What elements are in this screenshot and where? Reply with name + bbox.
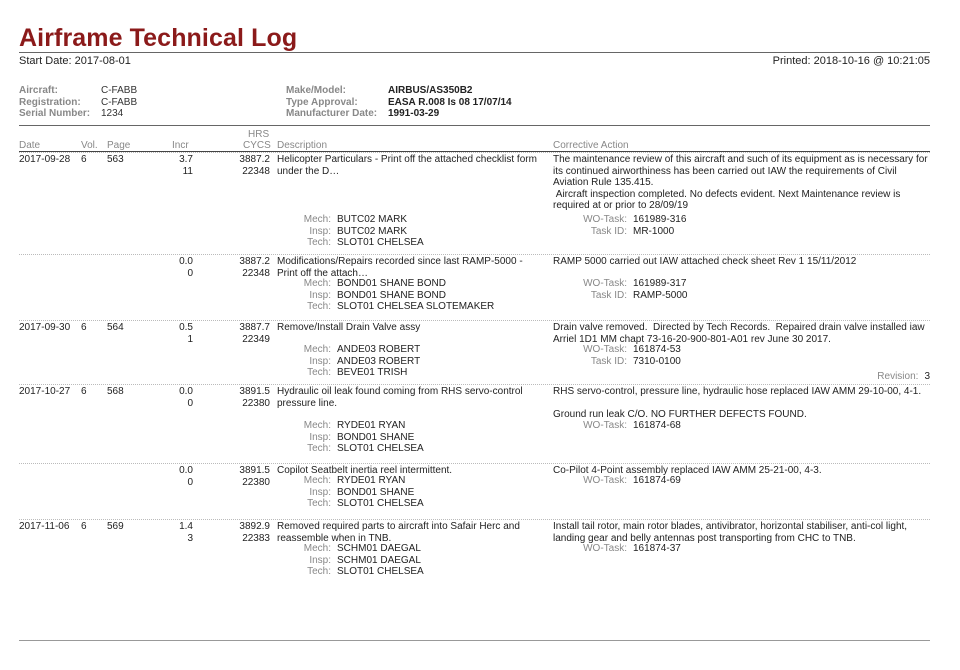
insp-label: Insp:	[309, 289, 331, 301]
entry-incr	[155, 322, 193, 345]
mech-value: SCHM01 DAEGAL	[337, 543, 421, 554]
entry-description: Removed required parts to aircraft into Safair Herc and reassemble when in TNB.	[277, 521, 523, 544]
wo-task-label: WO-Task:	[583, 543, 627, 554]
wo-task-value: 161989-317	[633, 278, 687, 289]
mech-label: Mech:	[303, 543, 331, 554]
mech-value: RYDE01 RYAN	[337, 475, 406, 486]
report-title: Airframe Technical Log	[19, 24, 298, 52]
col-header-description: Description	[277, 140, 328, 151]
wo-task-label: WO-Task:	[583, 344, 627, 355]
total-hrs: 3892.9	[239, 521, 270, 532]
signatures	[277, 214, 539, 249]
tech-label: Tech:	[307, 498, 331, 509]
entry-corrective-action: The maintenance review of this aircraft and such of its equipment as is necessary for its continued airworthiness has been carried out IAW the requirements of Civil Aviation Rule 135.415. Aircraft inspection completed. No defects evident. Next Maintenance review is required at or prior to 28/09/19	[553, 154, 928, 211]
entry-totals	[227, 322, 270, 345]
entry-corrective-action: RAMP 5000 carried out IAW attached check sheet Rev 1 15/11/2012	[553, 256, 857, 267]
col-header-page: Page	[107, 140, 131, 151]
total-hrs: 3887.2	[239, 154, 270, 165]
manufacturer-date-label: Manufacturer Date:	[286, 108, 378, 119]
task-id-value: MR-1000	[633, 225, 675, 237]
total-cycs: 22380	[242, 397, 270, 409]
tech-value: SLOT01 CHELSEA SLOTEMAKER	[337, 301, 495, 312]
wo-task-value: 161989-316	[633, 214, 687, 225]
signatures	[277, 475, 539, 510]
incr-cycs: 0	[187, 397, 193, 409]
mech-label: Mech:	[303, 420, 331, 431]
wo-task-value: 161874-68	[633, 420, 681, 431]
aircraft-label: Aircraft:	[19, 85, 58, 96]
signatures	[277, 344, 539, 379]
incr-hrs: 0.0	[179, 386, 193, 397]
task-id-value: 7310-0100	[633, 355, 681, 367]
incr-hrs: 0.0	[179, 256, 193, 267]
entry-totals	[227, 386, 270, 409]
entry-vol: 6	[81, 154, 87, 165]
tech-value: BEVE01 TRISH	[337, 367, 408, 378]
incr-cycs: 1	[187, 333, 193, 345]
total-cycs: 22348	[242, 267, 270, 279]
entry-corrective-action: Drain valve removed. Directed by Tech Records. Repaired drain valve installed iaw Arriel 1D1 MM chapt 73-16-20-900-801-A01 rev June 30 2017.	[553, 322, 927, 345]
entry-corrective-action: RHS servo-control, pressure line, hydraulic hose replaced IAW AMM 29-10-00, 4-1. Ground run leak C/O. NO FURTHER DEFECTS FOUND.	[553, 386, 922, 420]
revision	[877, 371, 930, 382]
serial-number-label: Serial Number:	[19, 108, 91, 119]
entry-separator	[19, 519, 930, 520]
entry-date: 2017-09-30	[19, 322, 71, 333]
mech-label: Mech:	[303, 475, 331, 486]
total-cycs: 22349	[242, 333, 270, 345]
work-order	[553, 278, 931, 301]
entry-vol: 6	[81, 521, 87, 532]
work-order	[553, 475, 931, 487]
signatures	[277, 278, 539, 313]
total-cycs: 22348	[242, 165, 270, 177]
entry-page: 568	[107, 386, 124, 397]
incr-cycs: 0	[187, 267, 193, 279]
entry-incr	[155, 256, 193, 279]
incr-hrs: 3.7	[179, 154, 193, 165]
tech-label: Tech:	[307, 443, 331, 454]
entry-page: 569	[107, 521, 124, 532]
col-header-vol: Vol.	[81, 140, 98, 151]
insp-value: BUTC02 MARK	[337, 225, 408, 237]
total-hrs: 3887.2	[239, 256, 270, 267]
insp-value: BOND01 SHANE	[337, 486, 415, 498]
printed-timestamp: Printed: 2018-10-16 @ 10:21:05	[772, 55, 930, 67]
incr-hrs: 0.5	[179, 322, 193, 333]
type-approval-label: Type Approval:	[286, 96, 358, 108]
entry-separator	[19, 463, 930, 464]
manufacturer-date-value: 1991-03-29	[388, 108, 440, 119]
insp-label: Insp:	[309, 486, 331, 498]
total-hrs: 3891.5	[239, 386, 270, 397]
revision-value: 3	[924, 371, 930, 382]
tech-label: Tech:	[307, 566, 331, 577]
entry-description: Hydraulic oil leak found coming from RHS servo-control pressure line.	[277, 386, 526, 409]
entry-description: Modifications/Repairs recorded since last RAMP-5000 - Print off the attach…	[277, 256, 526, 279]
tech-value: SLOT01 CHELSEA	[337, 498, 424, 509]
insp-label: Insp:	[309, 554, 331, 566]
insp-value: BOND01 SHANE	[337, 431, 415, 443]
col-header-cycs: CYCS	[243, 140, 271, 151]
entry-date: 2017-10-27	[19, 386, 71, 397]
aircraft-info	[19, 85, 137, 120]
title-divider	[19, 52, 930, 53]
work-order	[553, 344, 931, 367]
insp-value: SCHM01 DAEGAL	[337, 554, 421, 566]
tech-value: SLOT01 CHELSEA	[337, 566, 424, 577]
tech-label: Tech:	[307, 301, 331, 312]
entry-incr	[155, 521, 193, 544]
total-cycs: 22380	[242, 476, 270, 488]
tech-label: Tech:	[307, 237, 331, 248]
signatures	[277, 543, 539, 578]
make-model-value: AIRBUS/AS350B2	[388, 85, 473, 96]
mech-label: Mech:	[303, 278, 331, 289]
entry-incr	[155, 465, 193, 488]
type-approval-value: EASA R.008 Is 08 17/07/14	[388, 96, 512, 108]
wo-task-label: WO-Task:	[583, 420, 627, 431]
entry-separator	[19, 254, 930, 255]
revision-label: Revision:	[877, 371, 919, 382]
entry-corrective-action: Install tail rotor, main rotor blades, antivibrator, horizontal stabiliser, anti-col light, landing gear and belly antennas post transporting from CHC to TNB.	[553, 521, 910, 544]
total-cycs: 22383	[242, 532, 270, 544]
entry-description: Remove/Install Drain Valve assy	[277, 322, 421, 333]
entry-separator	[19, 152, 930, 153]
entry-totals	[227, 465, 270, 488]
work-order	[553, 214, 931, 237]
signatures	[277, 420, 539, 455]
entry-separator	[19, 320, 930, 321]
tech-value: SLOT01 CHELSEA	[337, 443, 424, 454]
wo-task-value: 161874-37	[633, 543, 681, 554]
total-hrs: 3891.5	[239, 465, 270, 476]
entry-page: 564	[107, 322, 124, 333]
start-date: Start Date: 2017-08-01	[19, 55, 131, 67]
mech-value: BOND01 SHANE BOND	[337, 278, 446, 289]
footer-divider	[19, 640, 930, 641]
entry-corrective-action: Co-Pilot 4-Point assembly replaced IAW AMM 25-21-00, 4-3.	[553, 465, 822, 476]
incr-cycs: 0	[187, 476, 193, 488]
col-header-hrs: HRS	[248, 129, 270, 140]
work-order	[553, 543, 931, 555]
col-header-date: Date	[19, 140, 41, 151]
wo-task-label: WO-Task:	[583, 278, 627, 289]
wo-task-value: 161874-69	[633, 475, 681, 486]
insp-label: Insp:	[309, 355, 331, 367]
wo-task-value: 161874-53	[633, 344, 681, 355]
entry-totals	[227, 521, 270, 544]
col-header-corrective-action: Corrective Action	[553, 140, 629, 151]
mech-label: Mech:	[303, 344, 331, 355]
entry-date: 2017-09-28	[19, 154, 71, 165]
make-model-label: Make/Model:	[286, 85, 347, 96]
col-header-incr: Incr	[172, 140, 189, 151]
entry-separator	[19, 384, 930, 385]
mech-value: BUTC02 MARK	[337, 214, 408, 225]
tech-value: SLOT01 CHELSEA	[337, 237, 424, 248]
registration-value: C-FABB	[101, 96, 138, 108]
entry-incr	[155, 386, 193, 409]
entry-description: Helicopter Particulars - Print off the attached checklist form under the D…	[277, 154, 540, 177]
aircraft-value: C-FABB	[101, 85, 138, 96]
entry-incr	[155, 154, 193, 177]
entry-page: 563	[107, 154, 124, 165]
incr-cycs: 3	[187, 532, 193, 544]
insp-value: BOND01 SHANE BOND	[337, 289, 446, 301]
entry-vol: 6	[81, 322, 87, 333]
header-divider	[19, 125, 930, 126]
entry-date: 2017-11-06	[19, 521, 70, 532]
mech-value: ANDE03 ROBERT	[337, 344, 421, 355]
insp-value: ANDE03 ROBERT	[337, 355, 421, 367]
entry-totals	[227, 154, 270, 177]
mech-value: RYDE01 RYAN	[337, 420, 406, 431]
task-id-label: Task ID:	[590, 225, 627, 237]
entry-totals	[227, 256, 270, 279]
make-model-info	[286, 85, 512, 120]
incr-hrs: 1.4	[179, 521, 193, 532]
serial-number-value: 1234	[101, 108, 124, 119]
insp-label: Insp:	[309, 431, 331, 443]
task-id-label: Task ID:	[590, 355, 627, 367]
entry-vol: 6	[81, 386, 87, 397]
entry-description: Copilot Seatbelt inertia reel intermittent.	[277, 465, 453, 476]
total-hrs: 3887.7	[239, 322, 270, 333]
incr-hrs: 0.0	[179, 465, 193, 476]
work-order	[553, 420, 931, 432]
mech-label: Mech:	[303, 214, 331, 225]
wo-task-label: WO-Task:	[583, 475, 627, 486]
task-id-label: Task ID:	[590, 289, 627, 301]
task-id-value: RAMP-5000	[633, 289, 688, 301]
insp-label: Insp:	[309, 225, 331, 237]
tech-label: Tech:	[307, 367, 331, 378]
registration-label: Registration:	[19, 96, 81, 108]
incr-cycs: 11	[182, 165, 193, 177]
wo-task-label: WO-Task:	[583, 214, 627, 225]
